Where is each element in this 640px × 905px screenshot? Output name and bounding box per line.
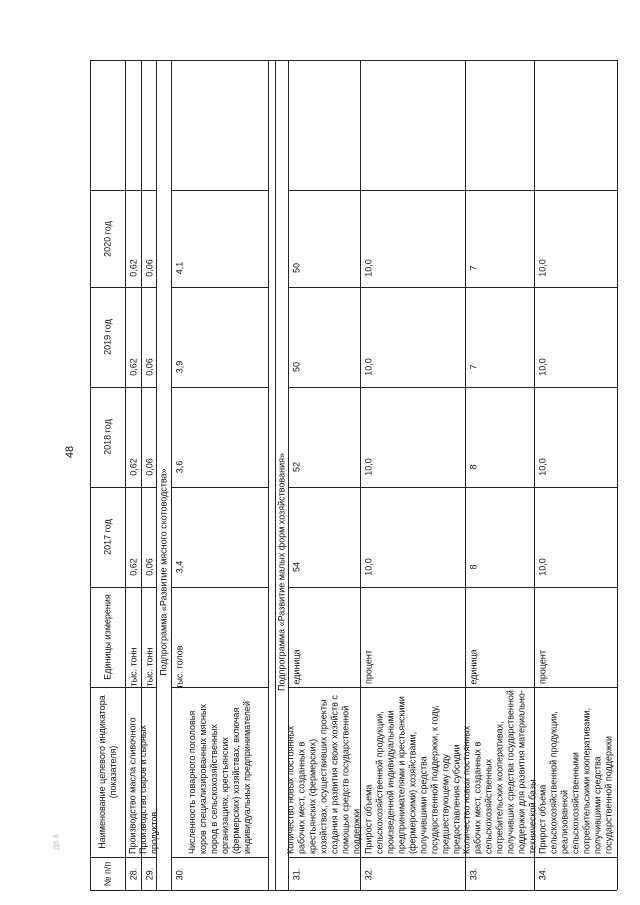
row-3-2017-text: 3,4 [174, 560, 185, 574]
row-divider-line [275, 60, 276, 890]
row-1-name-text: Производство масла сливочного [127, 717, 138, 854]
indicator-table [90, 60, 617, 890]
row-5-unit-text: процент [363, 649, 374, 685]
row-7-2019-text: 10,0 [537, 358, 548, 376]
row-5-cell-2018 [360, 387, 465, 487]
row-5-cell-2020 [360, 190, 465, 287]
row-6-cell-2018 [465, 387, 534, 487]
row-2-2017-text: 0,06 [144, 558, 155, 576]
row-divider-line [125, 60, 126, 890]
column-divider-line [288, 487, 617, 488]
row-4-cell-2020 [288, 190, 360, 287]
row-2-name-text: Производство сыров и сырных продуктов [137, 725, 159, 854]
row-6-cell-2020 [465, 190, 534, 287]
row-1-cell-2018 [125, 387, 141, 487]
row-6-2019-text: 7 [468, 364, 479, 370]
column-divider-line [171, 687, 268, 688]
row-7-2020-text: 10,0 [537, 258, 548, 277]
row-5-cell-num [360, 857, 465, 890]
row-4-cell-2018 [288, 387, 360, 487]
column-divider-line [90, 587, 156, 588]
row-3-cell-2018 [171, 387, 268, 487]
row-divider-line [465, 60, 466, 890]
row-6-2020-text: 7 [468, 265, 479, 271]
column-divider-line [288, 857, 617, 858]
row-1-2019-text: 0,62 [128, 358, 139, 376]
row-3-2019-text: 3,9 [174, 360, 185, 374]
row-4-2020-text: 50 [291, 262, 302, 273]
column-divider-line [171, 287, 268, 288]
row-7-cell-unit [534, 587, 617, 687]
row-5-2017-text: 10,0 [363, 558, 374, 576]
row-7-2017-text: 10,0 [537, 558, 548, 576]
column-divider-line [90, 857, 156, 858]
header-cell-2018 [90, 387, 125, 487]
header-2020-text: 2020 год [102, 220, 112, 257]
row-4-cell-name [285, 687, 362, 857]
row-divider-line [171, 60, 172, 890]
row-2-2020-text: 0,06 [144, 258, 155, 277]
row-4-num-text: 31. [291, 867, 302, 880]
header-cell-2020 [90, 190, 125, 287]
row-4-2019-text: 50 [291, 361, 302, 373]
row-3-cell-name [171, 687, 268, 857]
header-name-text: Наименование целевого индикатора (показателя) [96, 695, 118, 849]
row-divider-line [268, 60, 269, 890]
row-6-cell-name [461, 687, 537, 857]
row-divider-line [360, 60, 361, 890]
row-4-cell-2017 [288, 487, 360, 587]
row-1-cell-2019 [125, 287, 141, 387]
row-4-2017-text: 54 [291, 561, 302, 573]
row-7-cell-name [534, 687, 617, 857]
column-divider-line [288, 287, 617, 288]
row-3-unit-text: тыс. голов [174, 645, 185, 689]
row-6-cell-unit [465, 587, 534, 687]
row-6-num-text: 33. [468, 867, 479, 880]
column-divider-line [288, 190, 617, 191]
row-2-cell-num [141, 857, 156, 890]
header-cell-name [90, 687, 125, 857]
row-3-cell-unit [171, 587, 268, 687]
column-divider-line [90, 190, 156, 191]
header-2017-text: 2017 год [102, 519, 112, 555]
row-1-2018-text: 0,62 [128, 458, 139, 476]
row-2-cell-name [137, 687, 159, 857]
column-divider-line [171, 190, 268, 191]
row-4-cell-2019 [288, 287, 360, 387]
row-3-2018-text: 3,6 [174, 460, 185, 474]
row-2-cell-2020 [141, 190, 156, 287]
row-6-cell-num [465, 857, 534, 890]
row-7-cell-num [534, 857, 617, 890]
row-7-cell-2017 [534, 487, 617, 587]
row-divider-line [90, 60, 91, 890]
header-2019-text: 2019 год [102, 319, 112, 355]
row-4-cell-unit [288, 587, 360, 687]
header-cell-2017 [90, 487, 125, 587]
row-2-cell-2017 [141, 487, 156, 587]
subprogram-meat-cell [156, 287, 171, 857]
row-5-cell-2019 [360, 287, 465, 387]
page-number: 48 [64, 445, 76, 459]
row-7-num-text: 34. [537, 867, 548, 880]
table-border-line [90, 890, 617, 891]
table-border-line [90, 60, 617, 61]
subprogram-small_farms-title: Подпрограмма «Развитие малых форм хозяйствования» [276, 452, 286, 692]
row-5-cell-2017 [360, 487, 465, 587]
row-7-cell-2019 [534, 287, 617, 387]
row-divider-line [617, 60, 618, 890]
row-divider-line [534, 60, 535, 890]
row-3-name-text: Численность товарного поголовья коров специализированных мясных пород в сельскохозяйственных организациях, крестьянских (фермерских) хозяйствах, включая индивидуальных предпринимателей [186, 701, 252, 854]
row-3-cell-2019 [171, 287, 268, 387]
row-3-cell-2020 [171, 190, 268, 287]
row-5-2020-text: 10,0 [363, 258, 374, 277]
row-6-cell-2019 [465, 287, 534, 387]
row-6-2018-text: 8 [468, 464, 479, 470]
row-4-2018-text: 52 [291, 461, 302, 473]
row-7-cell-2020 [534, 190, 617, 287]
row-4-unit-text: единица [291, 649, 302, 685]
row-1-cell-num [125, 857, 141, 890]
row-1-cell-2017 [125, 487, 141, 587]
row-3-cell-num [171, 857, 268, 890]
row-6-2017-text: 8 [468, 564, 479, 570]
row-1-num-text: 28. [128, 867, 139, 880]
header-cell-2019 [90, 287, 125, 387]
row-1-unit-text: тыс. тонн [128, 647, 139, 687]
column-divider-line [171, 857, 268, 858]
row-4-cell-num [288, 857, 360, 890]
row-2-cell-unit [141, 587, 156, 687]
header-cell-unit [90, 587, 125, 687]
row-2-num-text: 29. [144, 867, 155, 880]
row-1-2017-text: 0,62 [128, 558, 139, 576]
row-5-2019-text: 10,0 [363, 358, 374, 376]
column-divider-line [288, 687, 617, 688]
row-3-2020-text: 4,1 [174, 261, 185, 274]
row-1-cell-2020 [125, 190, 141, 287]
row-5-cell-name [360, 687, 465, 857]
row-2-2019-text: 0,06 [144, 358, 155, 376]
row-divider-line [156, 60, 157, 890]
row-2-2018-text: 0,06 [144, 458, 155, 476]
row-3-num-text: 30. [174, 867, 185, 880]
row-3-cell-2017 [171, 487, 268, 587]
header-2018-text: 2018 год [102, 419, 112, 455]
row-divider-line [141, 60, 142, 890]
row-2-cell-2019 [141, 287, 156, 387]
column-divider-line [90, 387, 156, 388]
row-2-cell-2018 [141, 387, 156, 487]
row-5-num-text: 32. [363, 867, 374, 880]
header-num-text: № п/п [102, 861, 112, 886]
row-7-cell-2018 [534, 387, 617, 487]
row-7-name-text: Прирост объема сельскохозяйственной продукции, реализованной сельскохозяйственными потребительскими кооперативами, получившими средства государственной поддержки [537, 707, 613, 854]
column-divider-line [171, 387, 268, 388]
row-7-2018-text: 10,0 [537, 458, 548, 476]
row-4-name-text: Количество новых постоянных рабочих мест, созданных в крестьянских (фермерских) хозяйствах, осуществивших проекты создания и развития своих хозяйств с помощью средств государственной поддержки [285, 695, 362, 854]
row-divider-line [288, 60, 289, 890]
header-unit-text: Единицы измерения [102, 594, 112, 680]
row-6-unit-text: единица [468, 649, 479, 685]
row-7-unit-text: процент [537, 649, 548, 685]
row-6-cell-2017 [465, 487, 534, 587]
column-divider-line [171, 587, 268, 588]
column-divider-line [288, 587, 617, 588]
row-5-2018-text: 10,0 [363, 458, 374, 476]
column-divider-line [288, 387, 617, 388]
row-6-name-text: Количество новых постоянных рабочих мест, созданных в сельскохозяйственных потребительских кооперативах, получивших средства государственной поддержки для развития материально-технической базы [461, 690, 537, 854]
row-1-2020-text: 0,62 [128, 258, 139, 277]
subprogram-meat-title: Подпрограмма «Развитие мясного скотоводства» [158, 468, 168, 676]
row-1-cell-unit [125, 587, 141, 687]
header-cell-num [90, 857, 125, 890]
column-divider-line [90, 687, 156, 688]
archive-stamp: ДВ 8 [53, 834, 61, 850]
column-divider-line [90, 287, 156, 288]
row-5-cell-unit [360, 587, 465, 687]
row-5-name-text: Прирост объема сельскохозяйственной продукции, произведенной индивидуальными предпринимателями и крестьянскими (фермерскими) хозяйствами, получившими средства государственной поддержки, к году, предшествующему году предоставления субсидии [363, 696, 461, 854]
column-divider-line [90, 487, 156, 488]
column-divider-line [171, 487, 268, 488]
row-2-unit-text: тыс. тонн [144, 647, 155, 687]
